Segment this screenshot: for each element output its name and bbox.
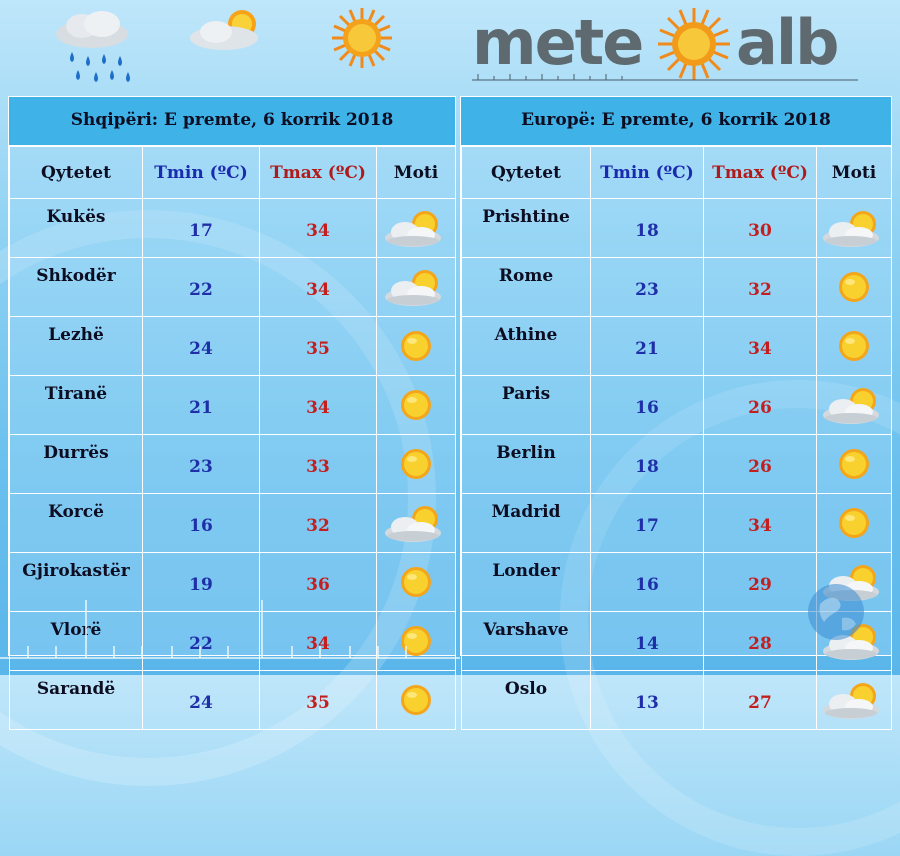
weather-cell bbox=[377, 317, 456, 376]
min-temperature: 21 bbox=[591, 317, 704, 376]
min-temperature: 23 bbox=[591, 258, 704, 317]
sun-icon bbox=[399, 336, 433, 356]
max-temperature: 34 bbox=[260, 612, 377, 671]
meteoalb-logo bbox=[472, 6, 872, 82]
sun-icon bbox=[399, 454, 433, 474]
max-temperature: 32 bbox=[704, 258, 817, 317]
weather-cell bbox=[377, 494, 456, 553]
weather-cell bbox=[817, 671, 892, 730]
table-row bbox=[462, 317, 892, 376]
europe-panel-title: Europë: E premte, 6 korrik 2018 bbox=[461, 97, 891, 146]
city-name: Varshave bbox=[462, 612, 591, 671]
max-temperature: 35 bbox=[260, 671, 377, 730]
sun-icon bbox=[399, 690, 433, 710]
table-header-row bbox=[462, 147, 892, 199]
table-row bbox=[10, 258, 456, 317]
min-temperature: 16 bbox=[591, 376, 704, 435]
weather-cell bbox=[817, 494, 892, 553]
sun-icon bbox=[399, 572, 433, 592]
table-row bbox=[462, 671, 892, 730]
city-name: Athine bbox=[462, 317, 591, 376]
city-name: Shkodër bbox=[10, 258, 143, 317]
max-temperature: 26 bbox=[704, 376, 817, 435]
partly-cloudy-icon bbox=[821, 395, 887, 415]
sun-icon bbox=[399, 395, 433, 415]
column-header-city: Qytetet bbox=[462, 147, 591, 199]
city-name: Paris bbox=[462, 376, 591, 435]
max-temperature: 30 bbox=[704, 199, 817, 258]
weather-cell bbox=[377, 258, 456, 317]
sun-icon bbox=[837, 454, 871, 474]
sun-behind-cloud-icon bbox=[186, 6, 270, 52]
sun-icon bbox=[837, 277, 871, 297]
min-temperature: 18 bbox=[591, 435, 704, 494]
table-row bbox=[10, 671, 456, 730]
albania-forecast-panel bbox=[8, 96, 456, 713]
max-temperature: 27 bbox=[704, 671, 817, 730]
max-temperature: 35 bbox=[260, 317, 377, 376]
city-name: Lezhë bbox=[10, 317, 143, 376]
table-row bbox=[10, 199, 456, 258]
min-temperature: 18 bbox=[591, 199, 704, 258]
max-temperature: 28 bbox=[704, 612, 817, 671]
city-name: Tiranë bbox=[10, 376, 143, 435]
weather-cell bbox=[817, 317, 892, 376]
rain-cloud-icon bbox=[52, 8, 138, 88]
min-temperature: 23 bbox=[143, 435, 260, 494]
partly-cloudy-icon bbox=[821, 690, 887, 710]
min-temperature: 24 bbox=[143, 671, 260, 730]
city-name: Londer bbox=[462, 553, 591, 612]
sun-icon bbox=[837, 336, 871, 356]
min-temperature: 17 bbox=[143, 199, 260, 258]
max-temperature: 36 bbox=[260, 553, 377, 612]
weather-cell bbox=[377, 199, 456, 258]
table-row bbox=[462, 435, 892, 494]
city-name: Vlorë bbox=[10, 612, 143, 671]
table-row bbox=[10, 494, 456, 553]
min-temperature: 22 bbox=[143, 258, 260, 317]
max-temperature: 34 bbox=[260, 376, 377, 435]
logo-sun-icon bbox=[658, 6, 730, 82]
min-temperature: 21 bbox=[143, 376, 260, 435]
max-temperature: 34 bbox=[704, 494, 817, 553]
max-temperature: 34 bbox=[704, 317, 817, 376]
city-name: Kukës bbox=[10, 199, 143, 258]
max-temperature: 34 bbox=[260, 258, 377, 317]
city-name: Prishtine bbox=[462, 199, 591, 258]
partly-cloudy-icon bbox=[383, 513, 449, 533]
column-header-weather: Moti bbox=[817, 147, 892, 199]
min-temperature: 17 bbox=[591, 494, 704, 553]
weather-cell bbox=[817, 199, 892, 258]
globe-icon bbox=[806, 582, 866, 642]
city-name: Korcë bbox=[10, 494, 143, 553]
min-temperature: 19 bbox=[143, 553, 260, 612]
city-name: Sarandë bbox=[10, 671, 143, 730]
max-temperature: 32 bbox=[260, 494, 377, 553]
europe-forecast-table bbox=[461, 146, 892, 730]
table-row bbox=[462, 258, 892, 317]
europe-forecast-panel bbox=[460, 96, 892, 713]
max-temperature: 34 bbox=[260, 199, 377, 258]
min-temperature: 13 bbox=[591, 671, 704, 730]
min-temperature: 16 bbox=[143, 494, 260, 553]
logo-text-part1: mete bbox=[472, 6, 643, 79]
table-row bbox=[10, 317, 456, 376]
table-row bbox=[10, 435, 456, 494]
albania-panel-title: Shqipëri: E premte, 6 korrik 2018 bbox=[9, 97, 455, 146]
max-temperature: 26 bbox=[704, 435, 817, 494]
table-row bbox=[462, 494, 892, 553]
min-temperature: 14 bbox=[591, 612, 704, 671]
sun-icon bbox=[330, 6, 394, 70]
weather-cell bbox=[377, 671, 456, 730]
partly-cloudy-icon bbox=[383, 277, 449, 297]
city-name: Oslo bbox=[462, 671, 591, 730]
city-name: Berlin bbox=[462, 435, 591, 494]
weather-cell bbox=[817, 435, 892, 494]
column-header-tmin: Tmin (ºC) bbox=[143, 147, 260, 199]
column-header-weather: Moti bbox=[377, 147, 456, 199]
weather-cell bbox=[377, 435, 456, 494]
partly-cloudy-icon bbox=[383, 218, 449, 238]
ruler-decoration bbox=[0, 600, 460, 675]
city-name: Madrid bbox=[462, 494, 591, 553]
city-name: Durrës bbox=[10, 435, 143, 494]
city-name: Rome bbox=[462, 258, 591, 317]
partly-cloudy-icon bbox=[821, 218, 887, 238]
column-header-city: Qytetet bbox=[10, 147, 143, 199]
column-header-tmax: Tmax (ºC) bbox=[704, 147, 817, 199]
logo-text-part2: alb bbox=[736, 6, 838, 79]
table-row bbox=[462, 376, 892, 435]
city-name: Gjirokastër bbox=[10, 553, 143, 612]
min-temperature: 16 bbox=[591, 553, 704, 612]
header-weather-icons bbox=[0, 0, 460, 90]
min-temperature: 24 bbox=[143, 317, 260, 376]
logo-ruler-decoration bbox=[472, 72, 858, 82]
table-row bbox=[462, 199, 892, 258]
weather-cell bbox=[817, 258, 892, 317]
column-header-tmax: Tmax (ºC) bbox=[260, 147, 377, 199]
max-temperature: 29 bbox=[704, 553, 817, 612]
table-header-row bbox=[10, 147, 456, 199]
sun-icon bbox=[837, 513, 871, 533]
weather-cell bbox=[817, 376, 892, 435]
max-temperature: 33 bbox=[260, 435, 377, 494]
weather-cell bbox=[377, 376, 456, 435]
column-header-tmin: Tmin (ºC) bbox=[591, 147, 704, 199]
table-row bbox=[10, 376, 456, 435]
min-temperature: 22 bbox=[143, 612, 260, 671]
